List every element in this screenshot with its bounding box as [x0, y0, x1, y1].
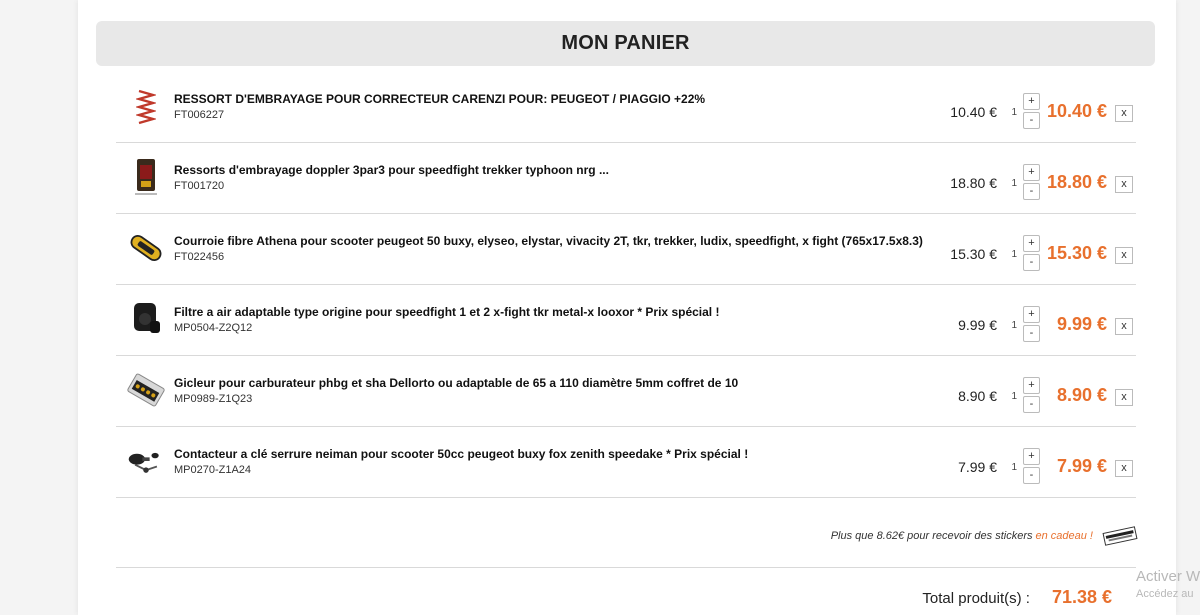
quantity-value: 1 — [1011, 107, 1017, 118]
product-ref: FT001720 — [174, 180, 225, 192]
product-name[interactable]: Contacteur a clé serrure neiman pour scooter 50cc peugeot buxy fox zenith speedake * Prix spécial ! — [174, 447, 749, 461]
line-total: 15.30 € — [1046, 243, 1107, 263]
decrease-quantity-button[interactable]: - — [1023, 112, 1040, 129]
belt-icon[interactable] — [126, 228, 166, 268]
cart-item — [116, 356, 1136, 427]
increase-quantity-button[interactable]: + — [1023, 164, 1040, 181]
unit-price: 15.30 € — [950, 246, 997, 262]
product-ref: MP0504-Z2Q12 — [174, 322, 253, 334]
spring-pack-icon[interactable] — [126, 157, 166, 197]
quantity-value: 1 — [1011, 391, 1017, 402]
increase-quantity-button[interactable]: + — [1023, 235, 1040, 252]
ignition-key-icon[interactable] — [126, 441, 166, 481]
quantity-value: 1 — [1011, 178, 1017, 189]
sticker-icon — [1101, 524, 1139, 548]
unit-price: 10.40 € — [950, 104, 997, 120]
quantity-value: 1 — [1011, 249, 1017, 260]
air-filter-icon[interactable] — [126, 299, 166, 339]
product-name[interactable]: Ressorts d'embrayage doppler 3par3 pour speedfight trekker typhoon nrg ... — [174, 163, 609, 177]
increase-quantity-button[interactable]: + — [1023, 448, 1040, 465]
remove-item-button[interactable]: x — [1115, 389, 1133, 406]
line-total: 7.99 € — [1056, 456, 1107, 476]
product-name[interactable]: Filtre a air adaptable type origine pour speedfight 1 et 2 x-fight tkr metal-x looxor * Prix spécial ! — [174, 305, 720, 319]
cart-title: MON PANIER — [561, 32, 690, 54]
increase-quantity-button[interactable]: + — [1023, 377, 1040, 394]
line-total: 8.90 € — [1056, 385, 1107, 405]
activation-title: Activer W — [1136, 568, 1200, 585]
cart-item — [116, 214, 1136, 285]
decrease-quantity-button[interactable]: - — [1023, 183, 1040, 200]
unit-price: 18.80 € — [950, 175, 997, 191]
decrease-quantity-button[interactable]: - — [1023, 254, 1040, 271]
promo-text: Plus que 8.62€ pour recevoir des stickers — [830, 530, 1033, 542]
promo-highlight: en cadeau ! — [1035, 530, 1093, 542]
unit-price: 8.90 € — [958, 388, 997, 404]
total-label: Total produit(s) : — [922, 590, 1030, 607]
decrease-quantity-button[interactable]: - — [1023, 467, 1040, 484]
line-total: 18.80 € — [1046, 172, 1107, 192]
decrease-quantity-button[interactable]: - — [1023, 325, 1040, 342]
windows-activation-watermark — [1136, 568, 1200, 600]
product-ref: FT022456 — [174, 251, 225, 263]
increase-quantity-button[interactable]: + — [1023, 93, 1040, 110]
activation-subtitle: Accédez au — [1136, 588, 1194, 600]
jet-box-icon[interactable] — [126, 370, 166, 410]
summary-divider — [116, 567, 1136, 568]
cart-summary — [922, 587, 1112, 608]
cart-panel — [78, 0, 1176, 615]
decrease-quantity-button[interactable]: - — [1023, 396, 1040, 413]
product-ref: FT006227 — [174, 109, 225, 121]
spring-icon[interactable] — [126, 86, 166, 126]
line-total: 10.40 € — [1046, 101, 1107, 121]
quantity-value: 1 — [1011, 320, 1017, 331]
line-total: 9.99 € — [1056, 314, 1107, 334]
remove-item-button[interactable]: x — [1115, 176, 1133, 193]
quantity-value: 1 — [1011, 462, 1017, 473]
remove-item-button[interactable]: x — [1115, 318, 1133, 335]
product-name[interactable]: Gicleur pour carburateur phbg et sha Dellorto ou adaptable de 65 a 110 diamètre 5mm coffret de 10 — [174, 376, 739, 390]
cart-item — [116, 285, 1136, 356]
sticker-promo-message — [831, 524, 1139, 548]
product-ref: MP0989-Z1Q23 — [174, 393, 253, 405]
cart-header — [96, 21, 1155, 66]
remove-item-button[interactable]: x — [1115, 105, 1133, 122]
total-amount: 71.38 € — [1051, 587, 1112, 607]
unit-price: 7.99 € — [958, 459, 997, 475]
remove-item-button[interactable]: x — [1115, 247, 1133, 264]
cart-items-list — [116, 72, 1136, 498]
product-ref: MP0270-Z1A24 — [174, 464, 252, 476]
cart-item — [116, 143, 1136, 214]
cart-item — [116, 72, 1136, 143]
increase-quantity-button[interactable]: + — [1023, 306, 1040, 323]
remove-item-button[interactable]: x — [1115, 460, 1133, 477]
product-name[interactable]: RESSORT D'EMBRAYAGE POUR CORRECTEUR CARENZI POUR: PEUGEOT / PIAGGIO +22% — [174, 92, 706, 106]
unit-price: 9.99 € — [958, 317, 997, 333]
product-name[interactable]: Courroie fibre Athena pour scooter peugeot 50 buxy, elyseo, elystar, vivacity 2T, tkr, trekker, ludix, speedfight, x fight (765x17.5x8.3) — [174, 234, 923, 248]
cart-item — [116, 427, 1136, 498]
